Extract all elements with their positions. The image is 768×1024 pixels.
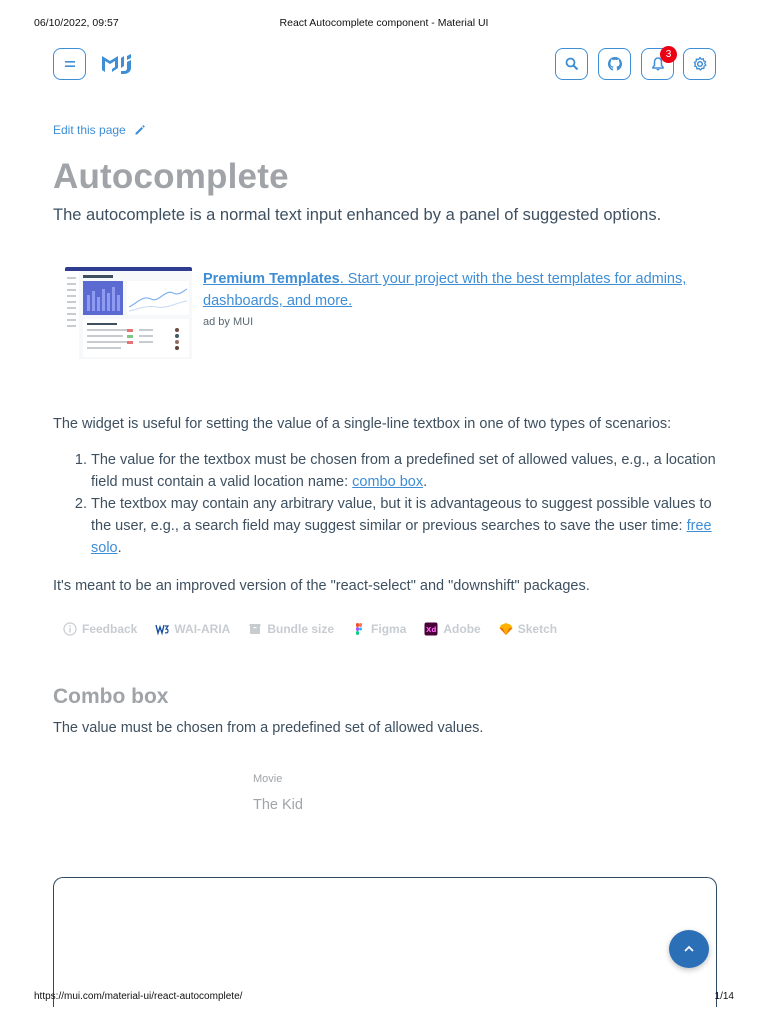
github-button[interactable] — [598, 48, 631, 80]
chevron-up-icon — [682, 942, 696, 956]
edit-page-link[interactable] — [53, 120, 717, 140]
menu-icon — [62, 56, 78, 72]
notifications-button[interactable] — [641, 48, 674, 80]
notification-badge: 3 — [660, 46, 677, 63]
free-solo-link[interactable]: free solo — [91, 518, 712, 557]
ad-text[interactable] — [203, 268, 703, 312]
adobe-link[interactable]: Xd Adobe — [426, 622, 481, 637]
code-panel — [53, 877, 717, 1007]
ad-image[interactable] — [65, 267, 192, 359]
bundle-size-link[interactable]: Bundle size — [248, 622, 334, 636]
svg-text:Xd: Xd — [426, 626, 437, 635]
scenarios-list — [53, 449, 717, 559]
search-icon — [564, 56, 580, 72]
print-url: https://mui.com/material-ui/react-autocomplete/ — [34, 991, 243, 1002]
figma-link[interactable]: Figma — [352, 622, 406, 636]
intro-paragraph: The widget is useful for setting the value of a single-line textbox in one of two types of scenarios: — [53, 416, 672, 433]
combo-box-heading: Combo box — [53, 685, 169, 709]
sketch-link[interactable]: Sketch — [499, 622, 557, 636]
movie-field-label: Movie — [253, 773, 283, 786]
feedback-link[interactable]: Feedback — [63, 622, 137, 636]
main-content — [53, 120, 717, 823]
resource-links — [53, 617, 717, 641]
movie-field-value[interactable]: The Kid — [253, 797, 303, 814]
info-icon — [63, 622, 77, 636]
github-icon — [607, 56, 623, 72]
mui-logo[interactable] — [101, 52, 133, 76]
page-lead: The autocomplete is a normal text input enhanced by a panel of suggested options. — [53, 206, 662, 224]
w3c-icon — [155, 622, 169, 636]
sketch-icon — [499, 622, 513, 636]
page-title: Autocomplete — [53, 157, 289, 196]
print-title: React Autocomplete component - Material UI — [279, 17, 489, 29]
pencil-icon — [134, 124, 146, 136]
package-icon — [248, 622, 262, 636]
print-date: 06/10/2022, 09:57 — [34, 17, 119, 29]
ad-by-label: ad by MUI — [203, 316, 254, 329]
ad-banner[interactable] — [53, 267, 717, 367]
app-header — [53, 48, 716, 81]
wai-aria-link[interactable]: WAI-ARIA — [155, 622, 230, 636]
settings-button[interactable] — [683, 48, 716, 80]
combo-box-description: The value must be chosen from a predefined set of allowed values. — [53, 720, 484, 737]
print-header — [34, 17, 734, 31]
outro-paragraph: It's meant to be an improved version of the "react-select" and "downshift" packages. — [53, 578, 590, 595]
ad-link[interactable] — [203, 271, 686, 309]
print-page-number: 1/14 — [714, 991, 734, 1002]
list-item: 2. The textbox may contain any arbitrary value, but it is advantageous to suggest possible values to the user, e.g., a search field may suggest similar or previous searches to save the user time: free solo. — [91, 493, 717, 559]
movie-autocomplete[interactable] — [253, 773, 473, 823]
combo-box-link[interactable]: combo box — [352, 474, 424, 491]
menu-button[interactable] — [53, 48, 86, 80]
ad-strong: Premium Templates — [203, 271, 340, 288]
scroll-to-top-button[interactable] — [669, 930, 709, 968]
adobe-xd-icon — [424, 622, 438, 636]
print-footer — [34, 991, 734, 1005]
list-item: 1. The value for the textbox must be chosen from a predefined set of allowed values, e.g., a location field must contain a valid location name: combo box. — [91, 449, 717, 493]
edit-page-label: Edit this page — [53, 123, 126, 137]
settings-icon — [692, 56, 708, 72]
search-button[interactable] — [555, 48, 588, 80]
figma-icon — [352, 622, 366, 636]
dashboard-preview-image — [65, 267, 192, 359]
ad-description: . Start your project with the best templates for admins, dashboards, and more. — [203, 271, 687, 310]
